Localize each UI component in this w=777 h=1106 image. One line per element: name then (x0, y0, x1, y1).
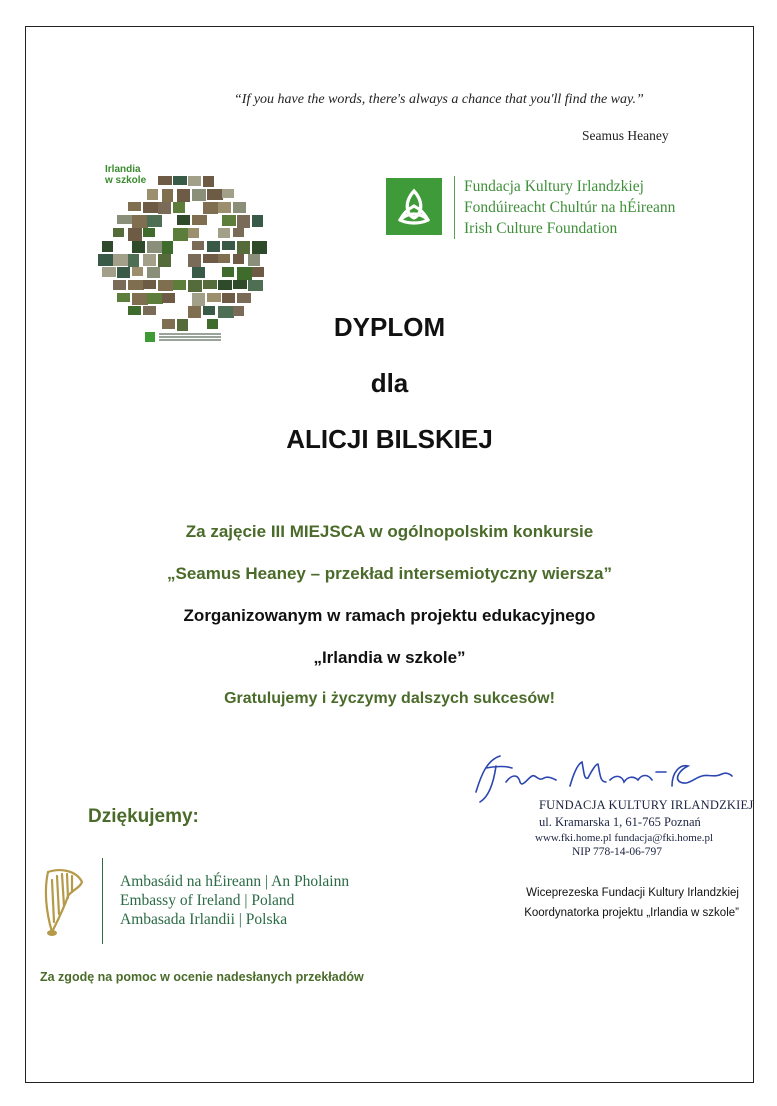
collage-photo-tile (203, 254, 218, 263)
collage-photo-tile (143, 202, 159, 213)
collage-photo-tile (158, 176, 172, 185)
collage-photo-tile (203, 202, 218, 214)
collage-photo-tile (218, 254, 230, 263)
harp-icon (40, 866, 86, 938)
collage-photo-tile (188, 176, 201, 186)
award-line-project: „Irlandia w szkole” (313, 648, 466, 667)
handwritten-signature (466, 752, 734, 804)
embassy-name-ga: Ambasáid na hÉireann | An Pholainn (120, 873, 350, 890)
recipient-name: ALICJI BILSKIEJ (286, 424, 493, 454)
signatory-role-1: Wiceprezeska Fundacji Kultury Irlandzkiej (526, 887, 739, 899)
award-line-contest: „Seamus Heaney – przekład intersemiotyczny wiersza” (166, 564, 613, 583)
collage-photo-tile (162, 293, 175, 303)
quote-author: Seamus Heaney (582, 128, 669, 143)
collage-photo-tile (98, 254, 113, 266)
thanks-heading: Dziękujemy: (88, 806, 199, 827)
collage-photo-tile (222, 189, 234, 198)
collage-photo-tile (147, 189, 158, 200)
collage-photo-tile (128, 254, 139, 267)
collage-photo-tile (128, 202, 141, 211)
collage-photo-tile (237, 215, 250, 228)
stamp-nip: NIP 778-14-06-797 (572, 846, 662, 858)
collage-photo-tile (218, 202, 231, 213)
foundation-logo-icon (386, 178, 442, 235)
collage-photo-tile (117, 267, 130, 278)
collage-photo-tile (248, 280, 263, 291)
collage-photo-tile (222, 267, 234, 277)
collage-photo-tile (237, 241, 250, 254)
collage-photo-tile (188, 254, 201, 267)
collage-photo-tile (113, 280, 126, 290)
embassy-name-block (120, 872, 349, 929)
collage-photo-tile (233, 228, 244, 237)
collage-photo-tile (248, 254, 260, 266)
collage-photo-tile (233, 254, 244, 264)
collage-photo-tile (143, 254, 156, 266)
collage-photo-tile (173, 280, 186, 290)
foundation-name-en: Irish Culture Foundation (464, 220, 618, 237)
embassy-name-en: Embassy of Ireland | Poland (120, 892, 295, 909)
collage-photo-tile (173, 176, 187, 185)
collage-photo-tile (222, 241, 235, 250)
collage-photo-tile (188, 280, 202, 292)
collage-photo-tile (218, 280, 232, 290)
collage-photo-tile (192, 215, 207, 225)
collage-photo-tile (237, 267, 252, 280)
diploma-title: DYPLOM (333, 312, 446, 342)
collage-photo-tile (192, 293, 205, 306)
collage-photo-tile (173, 202, 185, 213)
collage-photo-tile (132, 241, 145, 253)
collage-photo-tile (252, 215, 263, 227)
collage-photo-tile (147, 293, 163, 304)
award-line-place: Za zajęcie III MIEJSCA w ogólnopolskim konkursie (185, 522, 594, 541)
collage-photo-tile (117, 293, 130, 302)
collage-photo-tile (147, 215, 162, 227)
collage-photo-tile (203, 176, 214, 187)
collage-photo-tile (102, 267, 116, 277)
collage-photo-tile (207, 241, 220, 252)
collage-photo-tile (162, 189, 173, 202)
collage-photo-tile (132, 267, 143, 276)
award-line-organized: Zorganizowanym w ramach projektu edukacyjnego (183, 606, 596, 625)
stamp-address: ul. Kramarska 1, 61-765 Poznań (539, 815, 701, 829)
collage-photo-tile (158, 254, 171, 267)
collage-photo-tile (158, 280, 173, 291)
collage-photo-tile (162, 241, 173, 254)
collage-photo-tile (222, 215, 236, 226)
collage-photo-tile (203, 280, 217, 289)
consent-note: Za zgodę na pomoc w ocenie nadesłanych przekładów (40, 970, 364, 984)
collage-photo-tile (177, 189, 190, 202)
award-line-congrats: Gratulujemy i życzymy dalszych sukcesów! (224, 690, 555, 707)
signatory-role-2: Koordynatorka projektu „Irlandia w szkole” (524, 907, 739, 919)
embassy-divider (102, 858, 103, 944)
foundation-stamp (535, 798, 754, 858)
collage-title-line2: w szkole (105, 175, 147, 186)
foundation-name-ga: Fondúireacht Chultúr na hÉireann (464, 199, 676, 216)
foundation-name-block (454, 176, 675, 239)
collage-photo-tile (192, 189, 206, 201)
collage-photo-tile (252, 267, 264, 277)
signature-stamp (466, 752, 754, 864)
collage-photo-tile (207, 189, 223, 200)
collage-photo-tile (252, 241, 267, 254)
collage-title (105, 164, 146, 186)
collage-title-line1: Irlandia (105, 164, 141, 175)
triquetra-icon (386, 178, 442, 235)
collage-photo-tile (222, 293, 235, 303)
collage-photo-tile (207, 293, 221, 302)
collage-photo-tile (147, 267, 160, 278)
collage-photo-tile (173, 228, 188, 241)
collage-photo-tile (218, 228, 230, 238)
collage-photo-tile (192, 241, 204, 250)
collage-photo-tile (233, 202, 246, 213)
collage-photo-tile (113, 228, 124, 237)
collage-photo-tile (192, 267, 205, 278)
collage-photo-tile (132, 293, 148, 305)
stamp-org: FUNDACJA KULTURY IRLANDZKIEJ (539, 798, 754, 812)
collage-photo-tile (147, 241, 162, 253)
collage-photo-tile (128, 228, 142, 241)
diploma-for: dla (370, 368, 409, 398)
collage-photo-tile (117, 215, 132, 224)
collage-photo-tile (113, 254, 129, 266)
collage-photo-tile (188, 228, 199, 238)
collage-photo-tile (233, 280, 247, 289)
embassy-name-pl: Ambasada Irlandii | Polska (120, 911, 288, 928)
foundation-name-pl: Fundacja Kultury Irlandzkiej (464, 178, 644, 195)
collage-photo-tile (158, 202, 171, 214)
collage-photo-tile (143, 280, 156, 289)
collage-photo-tile (128, 280, 144, 290)
collage-photo-tile (177, 215, 190, 225)
collage-photo-tile (143, 228, 155, 237)
collage-photo-tile (102, 241, 113, 252)
quote-text: “If you have the words, there's always a chance that you'll find the way.” (234, 92, 644, 107)
collage-photo-tile (132, 215, 148, 228)
collage-photo-tile (237, 293, 251, 303)
stamp-contact: www.fki.home.pl fundacja@fki.home.pl (535, 832, 714, 844)
